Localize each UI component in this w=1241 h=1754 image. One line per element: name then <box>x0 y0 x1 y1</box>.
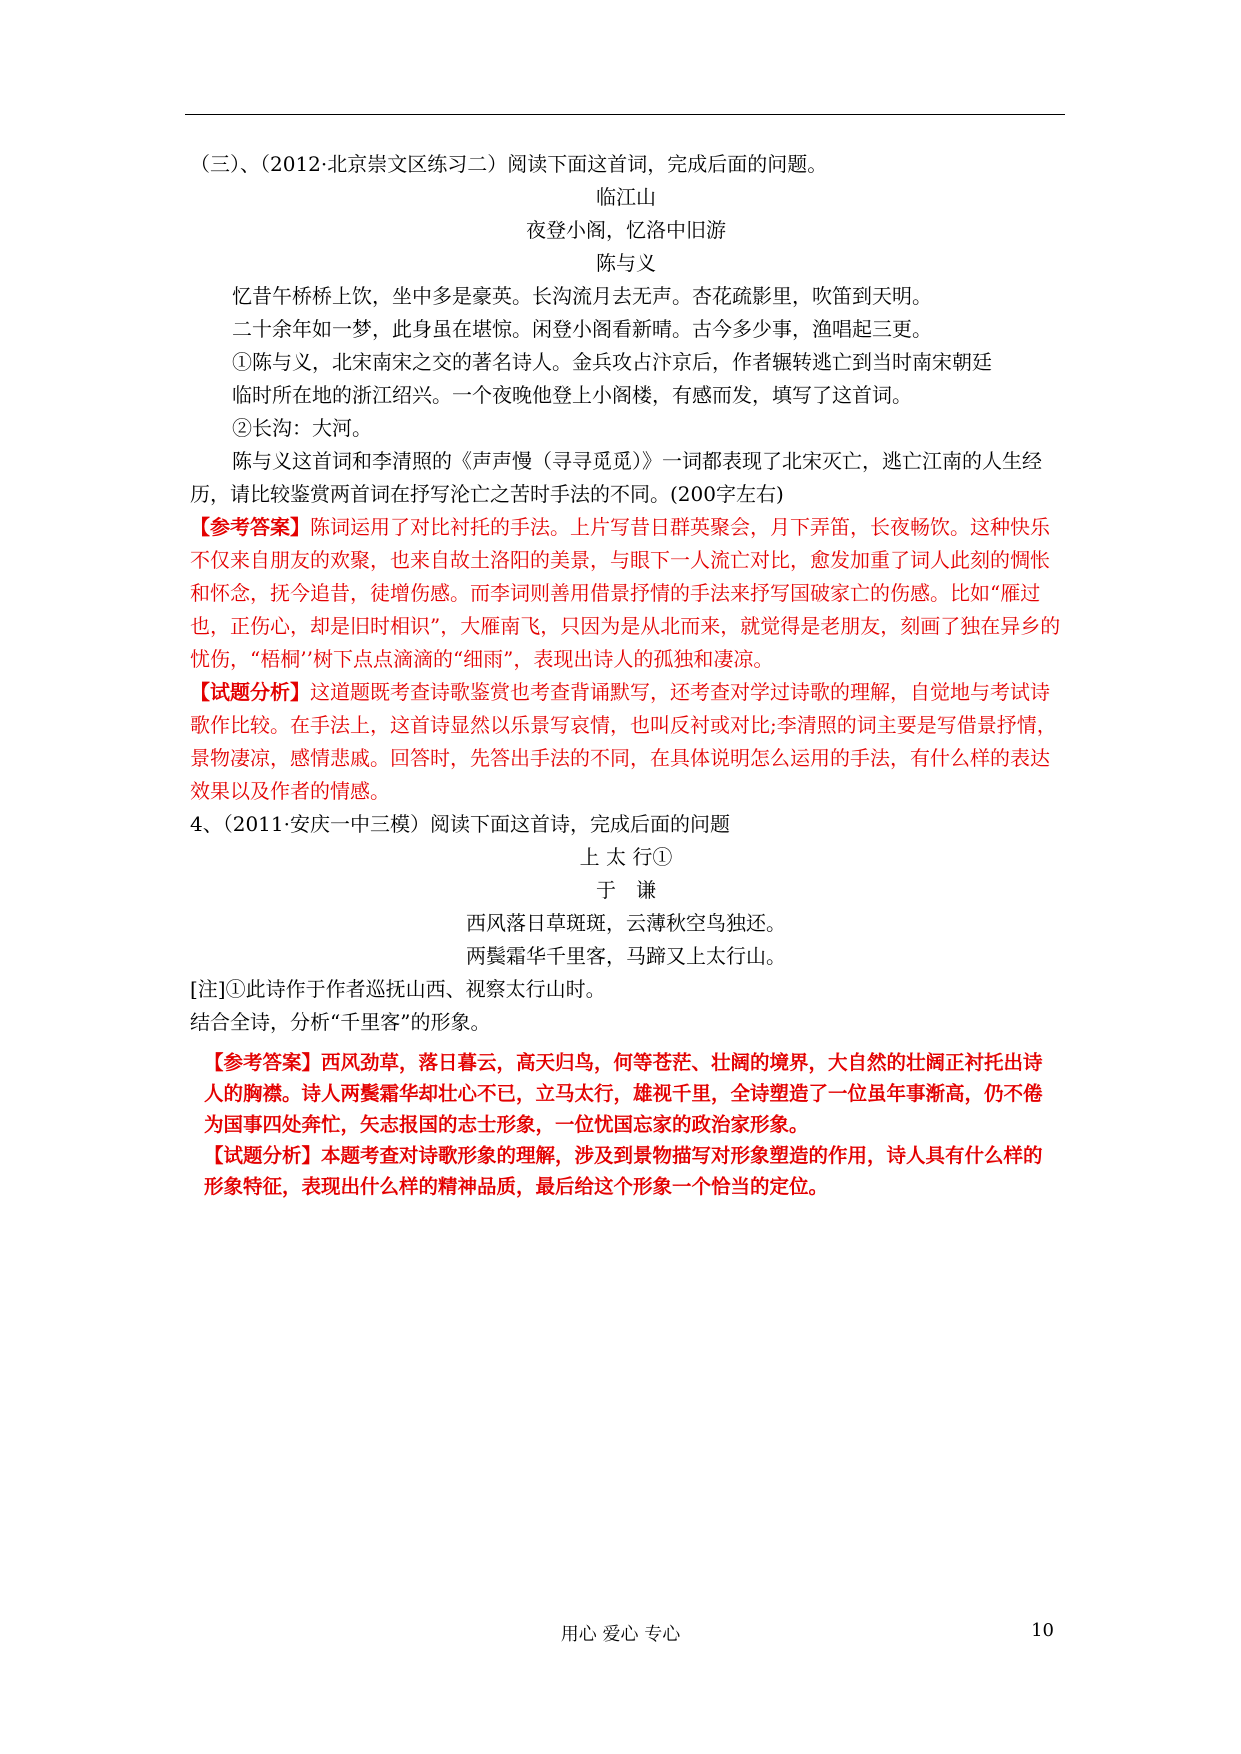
answer-text: 陈词运用了对比衬托的手法。上片写昔日群英聚会，月下弄笛，长夜畅饮。这种快乐不仅来自朋友的欢聚，也来自故土洛阳的美景，与眼下一人流亡对比，愈发加重了词人此刻的惆怅和怀念，抚今追昔，徒增伤感。而李词则善用借景抒情的手法来抒写国破家亡的伤感。比如“雁过也，正伤心，却是旧时相识”，大雁南飞，只因为是从北而来，就觉得是老朋友，刻画了独在异乡的忧伤，“梧桐’’树下点点滴滴的“细雨”，表现出诗人的孤独和凄凉。 <box>190 515 1061 671</box>
poem-line: 忆昔午桥桥上饮，坐中多是豪英。长沟流月去无声。杏花疏影里，吹笛到天明。 <box>232 284 932 308</box>
question-text: 结合全诗，分析“千里客”的形象。 <box>190 1010 491 1034</box>
answer-label: 【参考答案】 <box>204 1051 322 1074</box>
analysis-text: 本题考查对诗歌形象的理解，涉及到景物描写对形象塑造的作用，诗人具有什么样的形象特征，表现出什么样的精神品质，最后给这个形象一个恰当的定位。 <box>204 1144 1043 1198</box>
analysis-label: 【试题分析】 <box>190 680 310 704</box>
section4-heading: 4、（2011·安庆一中三模）阅读下面这首诗，完成后面的问题 <box>190 812 730 836</box>
annotation-note: 临时所在地的浙江绍兴。一个夜晚他登上小阁楼，有感而发，填写了这首词。 <box>232 383 912 407</box>
poem-author: 陈与义 <box>596 251 656 275</box>
header-rule <box>185 114 1065 115</box>
poem-subtitle: 夜登小阁，忆洛中旧游 <box>526 218 726 242</box>
section3-heading: （三）、（2012·北京崇文区练习二）阅读下面这首词，完成后面的问题。 <box>190 152 828 176</box>
answer-text: 西风劲草，落日暮云，高天归鸟，何等苍茫、壮阔的境界，大自然的壮阔正衬托出诗人的胸襟。诗人两鬓霜华却壮心不已，立马太行，雄视千里，全诗塑造了一位虽年事渐高，仍不倦为国事四处奔忙，矢志报国的志士形象，一位忧国忘家的政治家形象。 <box>204 1051 1043 1136</box>
annotation-note: [注]①此诗作于作者巡抚山西、视察太行山时。 <box>190 977 606 1001</box>
reference-answer <box>190 1047 1062 1140</box>
poem-title: 上 太 行① <box>579 845 673 869</box>
analysis-text: 这道题既考查诗歌鉴赏也考查背诵默写，还考查对学过诗歌的理解，自觉地与考试诗歌作比较。在手法上，这首诗显然以乐景写哀情，也叫反衬或对比;李清照的词主要是写借景抒情，景物凄凉，感情悲戚。回答时，先答出手法的不同，在具体说明怎么运用的手法，有什么样的表达效果以及作者的情感。 <box>190 680 1057 803</box>
poem-line: 西风落日草斑斑，云薄秋空鸟独还。 <box>466 911 786 935</box>
analysis-label: 【试题分析】 <box>204 1144 322 1167</box>
poem-line: 两鬓霜华千里客，马蹄又上太行山。 <box>466 944 786 968</box>
poem-line: 二十余年如一梦，此身虽在堪惊。闲登小阁看新晴。古今多少事，渔唱起三更。 <box>232 317 932 341</box>
page-content <box>190 148 1062 1202</box>
answer-label: 【参考答案】 <box>190 515 310 539</box>
question-analysis <box>190 676 1062 808</box>
footer-motto: 用心 爱心 专心 <box>560 1624 681 1645</box>
annotation-note: ②长沟：大河。 <box>232 416 372 440</box>
question-analysis <box>190 1140 1062 1202</box>
question-text: 陈与义这首词和李清照的《声声慢（寻寻觅觅）》一词都表现了北宋灭亡，逃亡江南的人生经历，请比较鉴赏两首词在抒写沦亡之苦时手法的不同。(200字左右) <box>190 449 1042 506</box>
poem-author: 于 谦 <box>596 878 656 902</box>
poem-title: 临江山 <box>596 185 656 209</box>
reference-answer <box>190 511 1062 676</box>
page-number: 10 <box>1031 1620 1054 1641</box>
annotation-note: ①陈与义，北宋南宋之交的著名诗人。金兵攻占汴京后，作者辗转逃亡到当时南宋朝廷 <box>232 350 992 374</box>
